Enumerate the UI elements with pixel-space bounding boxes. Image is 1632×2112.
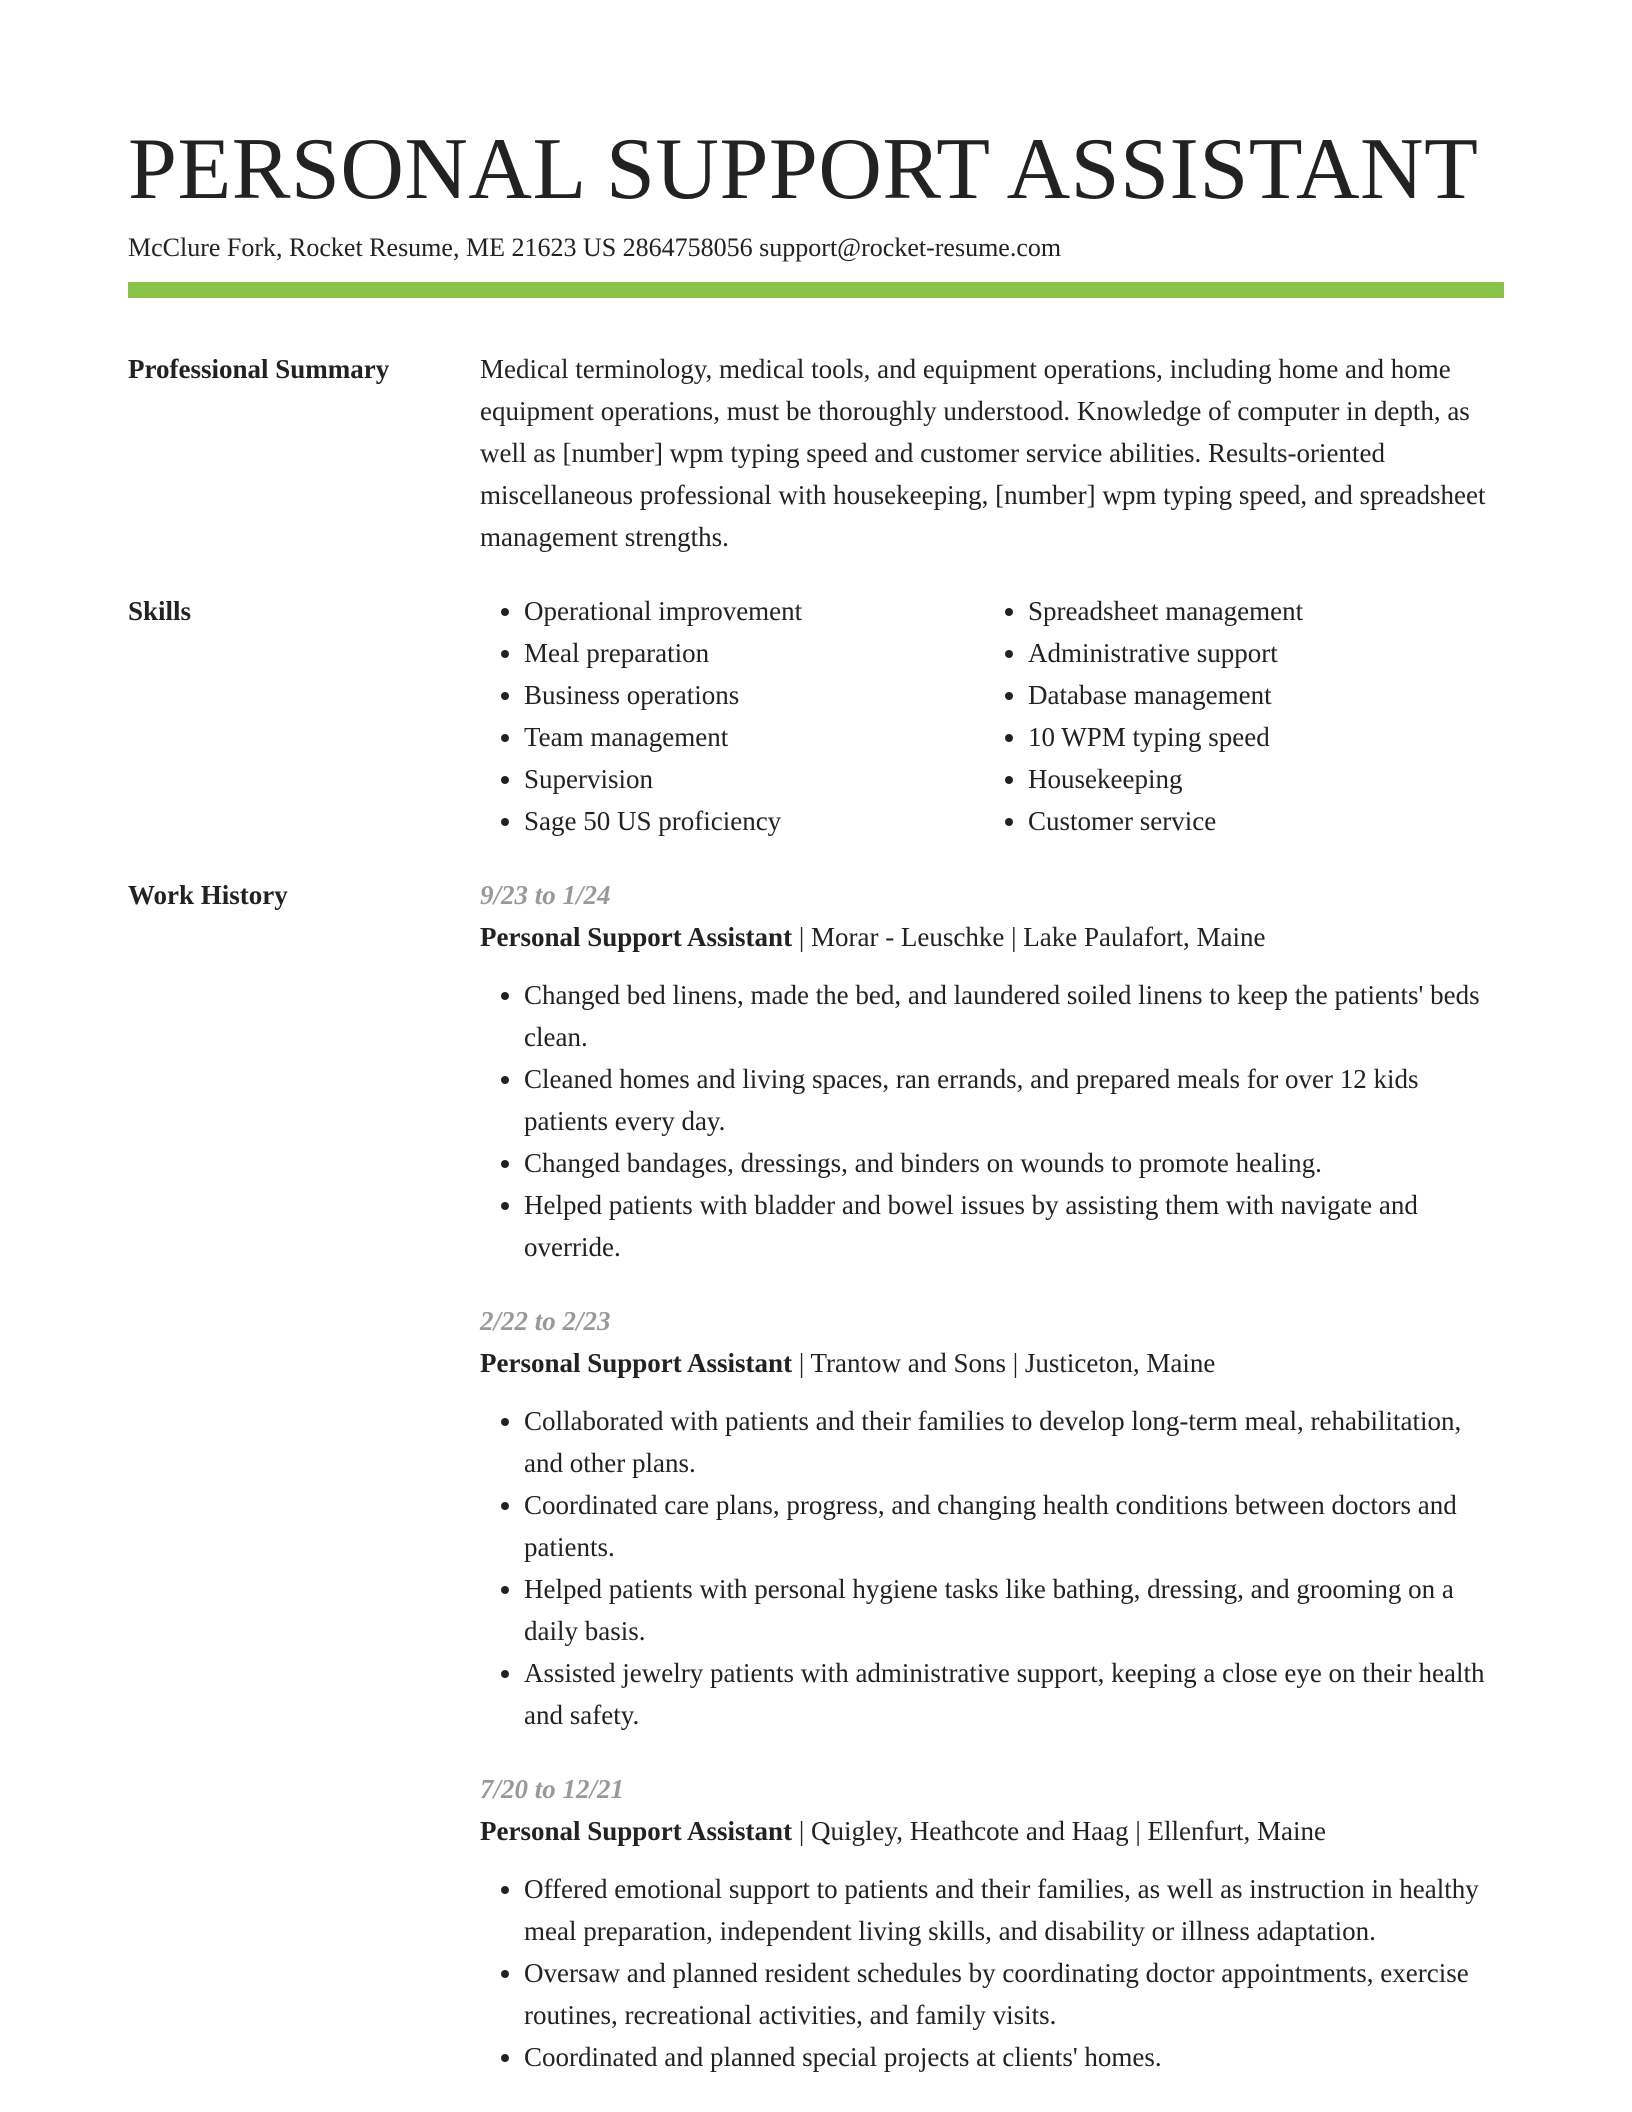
skill-item: • Sage 50 US proficiency [524, 800, 984, 842]
job-heading [480, 1342, 1504, 1384]
skills-list-left [480, 590, 984, 842]
job-bullet: • Helped patients with personal hygiene tasks like bathing, dressing, and grooming on a daily basis. [524, 1568, 1504, 1652]
job-bullet: • Oversaw and planned resident schedules by coordinating doctor appointments, exercise routines, recreational activities, and family visits. [524, 1952, 1504, 2036]
skill-item: • Meal preparation [524, 632, 984, 674]
skills-list-right [984, 590, 1488, 842]
skill-item: • Business operations [524, 674, 984, 716]
job-bullet: • Changed bandages, dressings, and binders on wounds to promote healing. [524, 1142, 1504, 1184]
job-bullet: • Helped patients with bladder and bowel issues by assisting them with navigate and override. [524, 1184, 1504, 1268]
work-history-body [480, 874, 1504, 2078]
job-details: | Quigley, Heathcote and Haag | Ellenfurt, Maine [792, 1816, 1326, 1846]
job-bullet: • Coordinated care plans, progress, and changing health conditions between doctors and patients. [524, 1484, 1504, 1568]
contact-line: McClure Fork, Rocket Resume, ME 21623 US 2864758056 support@rocket-resume.com [128, 233, 1062, 262]
skill-item: • Database management [1028, 674, 1488, 716]
job-bullets [480, 1868, 1504, 2078]
skill-item: • Spreadsheet management [1028, 590, 1488, 632]
job-date: 9/23 to 1/24 [480, 880, 611, 910]
resume-page [128, 120, 1504, 2078]
skill-item: • Supervision [524, 758, 984, 800]
job-entry [480, 1768, 1504, 2078]
summary-heading: Professional Summary [128, 354, 390, 384]
job-title: Personal Support Assistant [480, 1348, 793, 1378]
job-date: 2/22 to 2/23 [480, 1306, 611, 1336]
job-bullet: • Assisted jewelry patients with administrative support, keeping a close eye on their health and safety. [524, 1652, 1504, 1736]
skills-section [128, 590, 1504, 842]
job-entry [480, 1300, 1504, 1736]
summary-text: Medical terminology, medical tools, and equipment operations, including home and home equipment operations, must be thoroughly understood. Knowledge of computer in depth, as well as [number] wpm typing speed and customer service abilities. Results-oriented miscellaneous professional with housekeeping, [number] wpm typing speed, and spreadsheet management strengths. [480, 354, 1486, 552]
skill-item: • Customer service [1028, 800, 1488, 842]
job-bullet: • Offered emotional support to patients and their families, as well as instruction in healthy meal preparation, independent living skills, and disability or illness adaptation. [524, 1868, 1504, 1952]
job-heading [480, 1810, 1504, 1852]
skill-item: • Housekeeping [1028, 758, 1488, 800]
resume-title: PERSONAL SUPPORT ASSISTANT [128, 121, 1479, 218]
skill-item: • Operational improvement [524, 590, 984, 632]
job-title: Personal Support Assistant [480, 1816, 793, 1846]
job-details: | Morar - Leuschke | Lake Paulafort, Maine [792, 922, 1266, 952]
work-history-section [128, 874, 1504, 2078]
job-heading [480, 916, 1504, 958]
job-details: | Trantow and Sons | Justiceton, Maine [792, 1348, 1216, 1378]
job-bullets [480, 974, 1504, 1268]
job-bullet: • Collaborated with patients and their families to develop long-term meal, rehabilitation, and other plans. [524, 1400, 1504, 1484]
job-bullet: • Changed bed linens, made the bed, and laundered soiled linens to keep the patients' beds clean. [524, 974, 1504, 1058]
header-divider [128, 282, 1504, 298]
skill-item: • 10 WPM typing speed [1028, 716, 1488, 758]
job-entry [480, 874, 1504, 1268]
job-date: 7/20 to 12/21 [480, 1774, 625, 1804]
job-bullet: • Cleaned homes and living spaces, ran errands, and prepared meals for over 12 kids patients every day. [524, 1058, 1504, 1142]
skill-item: • Administrative support [1028, 632, 1488, 674]
work-history-heading: Work History [128, 880, 288, 910]
job-bullet: • Coordinated and planned special projects at clients' homes. [524, 2036, 1504, 2078]
summary-section [128, 348, 1504, 558]
job-title: Personal Support Assistant [480, 922, 793, 952]
skills-heading: Skills [128, 596, 192, 626]
skills-columns [480, 590, 1504, 842]
job-bullets [480, 1400, 1504, 1736]
skill-item: • Team management [524, 716, 984, 758]
